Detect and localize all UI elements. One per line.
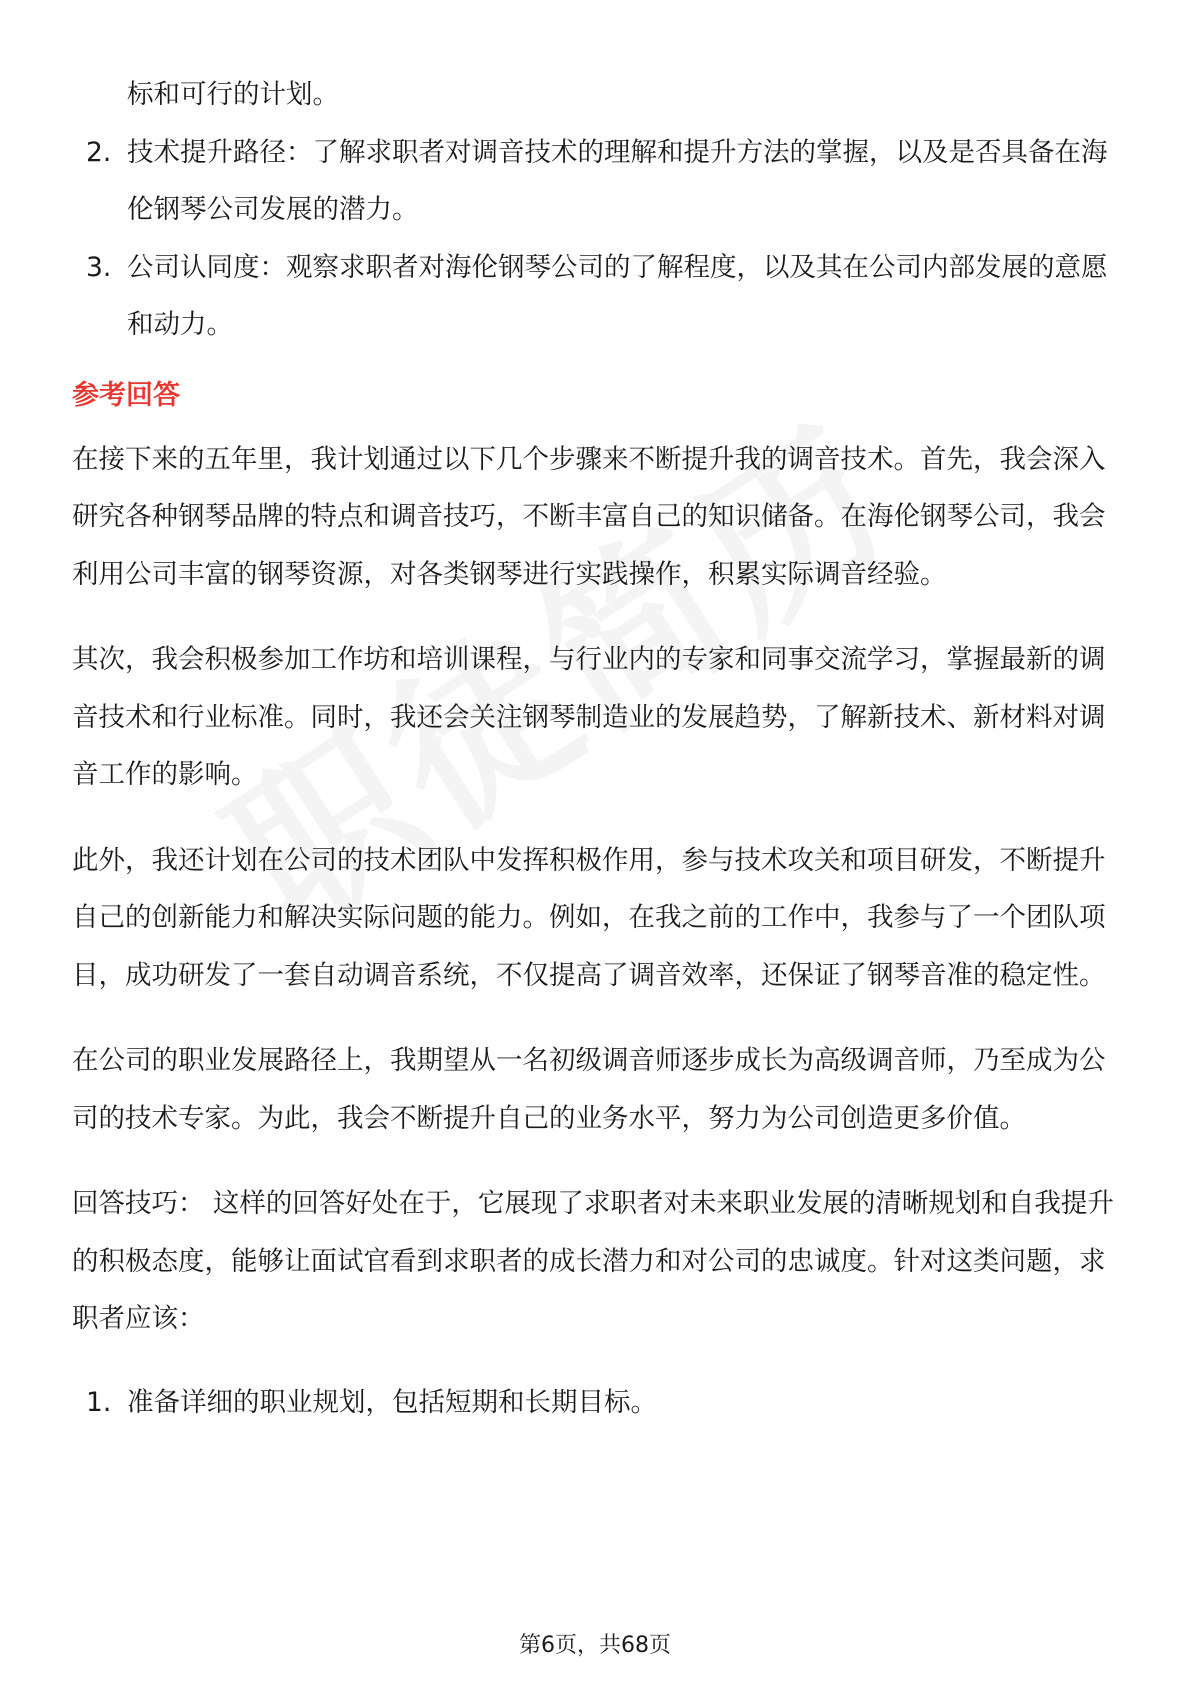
list-number: 2. (86, 136, 112, 168)
answer-paragraph: 其次，我会积极参加工作坊和培训课程，与行业内的专家和同事交流学习，掌握最新的调音技术和行业标准。同时，我还会关注钢琴制造业的发展趋势，了解新技术、新材料对调音工作的影响。 (72, 644, 1106, 790)
list-item-text: 准备详细的职业规划，包括短期和长期目标。 (127, 1386, 657, 1418)
page-footer: 第6页，共68页 (519, 1633, 671, 1658)
list-number: 3. (86, 251, 112, 283)
list-item (72, 239, 1117, 354)
answer-paragraph: 在接下来的五年里，我计划通过以下几个步骤来不断提升我的调音技术。首先，我会深入研究各种钢琴品牌的特点和调音技巧，不断丰富自己的知识储备。在海伦钢琴公司，我会利用公司丰富的钢琴资源，对各类钢琴进行实践操作，积累实际调音经验。 (72, 443, 1106, 590)
list-item-text: 技术提升路径：了解求职者对调音技术的理解和提升方法的掌握，以及是否具备在海伦钢琴公司发展的潜力。 (127, 136, 1108, 225)
criteria-list (72, 66, 1117, 354)
list-item (72, 124, 1117, 239)
list-item (72, 1374, 1117, 1432)
section-heading: 参考回答 (72, 379, 180, 411)
list-item-text: 公司认同度：观察求职者对海伦钢琴公司的了解程度，以及其在公司内部发展的意愿和动力。 (127, 251, 1108, 340)
list-number: 1. (86, 1386, 112, 1418)
tips-list (72, 1374, 1117, 1432)
answer-paragraph: 此外，我还计划在公司的技术团队中发挥积极作用，参与技术攻关和项目研发，不断提升自己的创新能力和解决实际问题的能力。例如，在我之前的工作中，我参与了一个团队项目，成功研发了一套自动调音系统，不仅提高了调音效率，还保证了钢琴音准的稳定性。 (72, 844, 1106, 991)
answer-paragraph: 在公司的职业发展路径上，我期望从一名初级调音师逐步成长为高级调音师，乃至成为公司的技术专家。为此，我会不断提升自己的业务水平，努力为公司创造更多价值。 (72, 1045, 1106, 1134)
list-item (72, 66, 1117, 124)
list-item-text: 标和可行的计划。 (127, 79, 339, 110)
page-content (72, 66, 1117, 1431)
tips-paragraph: 回答技巧： 这样的回答好处在于，它展现了求职者对未来职业发展的清晰规划和自我提升的积极态度，能够让面试官看到求职者的成长潜力和对公司的忠诚度。针对这类问题，求职者应该： (72, 1188, 1114, 1334)
